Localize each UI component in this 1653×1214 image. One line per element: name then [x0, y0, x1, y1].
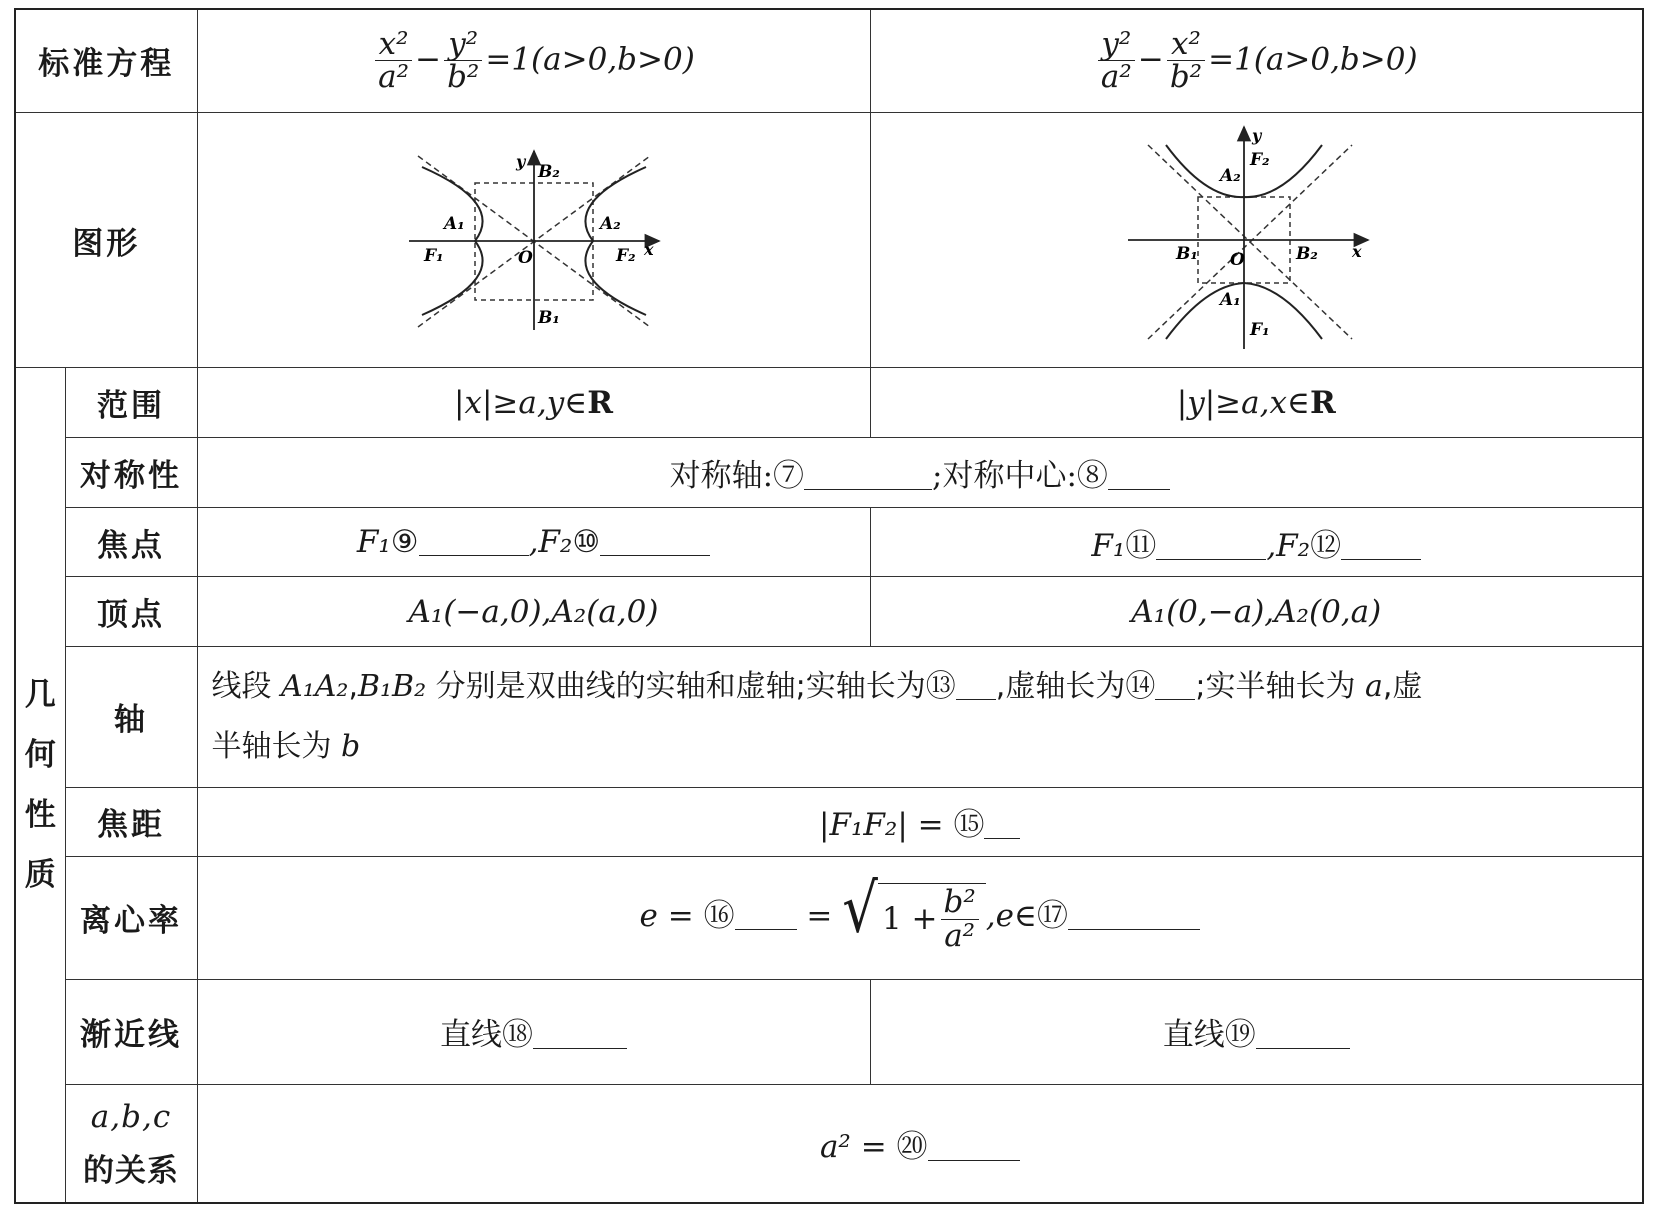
label-A1: A₁	[1220, 290, 1241, 311]
focal-distance-cell	[197, 787, 1643, 857]
label-range: 范围	[65, 368, 197, 438]
label-origin: O	[1230, 250, 1246, 271]
equals-sign: =	[796, 898, 843, 935]
blank-line[interactable]	[533, 1018, 627, 1049]
one-plus: 1 +	[881, 901, 938, 938]
fraction-y2-a2	[1098, 25, 1135, 96]
row-focus	[15, 507, 1643, 577]
label-relation: 的关系	[83, 1152, 179, 1189]
numerator: b²	[941, 886, 979, 920]
blank-line[interactable]	[1155, 669, 1195, 700]
range-expression: |y|≥a,x∈	[1176, 384, 1310, 421]
range-left	[197, 368, 870, 438]
graph-left-cell	[197, 112, 870, 367]
label-A2: A₂	[1220, 166, 1241, 187]
blank-number: ⑪	[1125, 527, 1157, 564]
graph-right-cell	[870, 112, 1643, 367]
properties-table	[14, 8, 1644, 1204]
blank-number: ⑫	[1310, 527, 1342, 564]
numerator: y²	[1098, 28, 1135, 62]
numerator: x²	[375, 28, 412, 62]
numerator: y²	[444, 28, 482, 62]
label-focus: 焦点	[65, 507, 197, 577]
blank-number: ⑰	[1036, 898, 1068, 935]
vertex-right: A₁(0,−a),A₂(0,a)	[870, 577, 1643, 647]
asymptote-right	[870, 979, 1643, 1085]
blank-number: ⑱	[502, 1017, 533, 1054]
asymptote-text: 直线	[1162, 1017, 1225, 1054]
focal-distance-lhs: |F₁F₂| =	[819, 807, 954, 844]
label-char: 性	[24, 797, 56, 834]
ecc-lhs: e =	[639, 898, 704, 935]
text: ;实半轴长为	[1195, 668, 1365, 704]
var-b: b	[341, 728, 361, 764]
hyperbola-properties-table	[14, 8, 1642, 1204]
label-standard-equation: 标准方程	[15, 9, 197, 112]
range-expression: |x|≥a,y∈	[454, 384, 588, 421]
vertex-left: A₁(−a,0),A₂(a,0)	[197, 577, 870, 647]
blank-line[interactable]	[1341, 529, 1421, 560]
label-symmetry: 对称性	[65, 438, 197, 508]
blank-line[interactable]	[928, 1130, 1020, 1161]
blank-number: ⑮	[953, 807, 985, 844]
equation-rhs: =1(a>0,b>0)	[1208, 41, 1418, 78]
fraction-y2-b2	[444, 25, 482, 96]
blank-number: ⑨	[390, 524, 419, 561]
label-vertex: 顶点	[65, 577, 197, 647]
label-char: 质	[24, 857, 56, 894]
label-F1: F₁	[1250, 320, 1270, 341]
text: 线段	[211, 668, 282, 704]
blank-number: ⑯	[703, 898, 735, 935]
blank-line[interactable]	[1108, 459, 1170, 490]
equation-rhs: =1(a>0,b>0)	[485, 41, 695, 78]
asymptote-text: 直线	[440, 1017, 502, 1054]
blank-line[interactable]	[419, 525, 529, 556]
row-asymptote	[15, 979, 1643, 1085]
blank-number: ⑭	[1125, 668, 1156, 704]
label-B1: B₁	[537, 308, 560, 329]
row-eccentricity	[15, 857, 1643, 979]
row-abc-relation	[15, 1085, 1643, 1203]
label-F2: F₂	[1250, 150, 1270, 171]
denominator: b²	[447, 59, 480, 96]
label-focal-distance: 焦距	[65, 787, 197, 857]
blank-line[interactable]	[956, 669, 996, 700]
label-geometric-properties	[15, 368, 65, 1203]
label-abc-relation	[65, 1085, 197, 1203]
row-standard-equation	[15, 9, 1643, 112]
focus-f2: ,F₂	[1266, 527, 1311, 564]
symmetry-cell	[197, 438, 1643, 508]
label-B2: B₂	[537, 162, 560, 183]
row-vertex	[15, 577, 1643, 647]
var-a: a	[1365, 668, 1383, 704]
real-set-symbol: R	[1309, 384, 1336, 421]
blank-number: ⑳	[896, 1129, 928, 1166]
symmetry-axis-text: 对称轴:	[669, 457, 774, 494]
label-F1: F₁	[423, 246, 444, 267]
blank-line[interactable]	[1156, 529, 1266, 560]
label-origin: O	[517, 248, 533, 269]
label-A2: A₂	[599, 214, 621, 235]
focus-f1: F₁	[356, 524, 391, 561]
label-abc: a,b,c	[90, 1098, 172, 1135]
blank-line[interactable]	[804, 459, 932, 490]
vertical-hyperbola-graph	[1126, 125, 1386, 355]
label-x: x	[1352, 242, 1362, 262]
label-axis: 轴	[65, 647, 197, 787]
minus-sign: −	[415, 41, 442, 78]
row-graph	[15, 112, 1643, 367]
label-F2: F₂	[615, 246, 636, 267]
row-axis	[15, 647, 1643, 787]
blank-line[interactable]	[1068, 899, 1200, 930]
abc-relation-cell	[197, 1085, 1643, 1203]
blank-number: ⑬	[925, 668, 956, 704]
focus-right	[870, 507, 1643, 577]
label-B1: B₁	[1176, 244, 1199, 265]
blank-number: ⑲	[1224, 1017, 1256, 1054]
label-x: x	[643, 240, 654, 260]
ecc-range-text: ,e∈	[985, 898, 1037, 935]
blank-line[interactable]	[984, 808, 1020, 839]
radicand	[878, 883, 986, 952]
fraction-x2-b2	[1167, 25, 1205, 96]
label-graph: 图形	[15, 112, 197, 367]
text: ,虚	[1382, 668, 1423, 704]
denominator: b²	[1169, 59, 1203, 96]
square-root	[842, 870, 986, 954]
label-asymptote: 渐近线	[65, 979, 197, 1085]
imaginary-axis-segment: B₁B₂	[357, 668, 427, 704]
real-set-symbol: R	[587, 384, 613, 421]
eccentricity-cell	[197, 857, 1643, 979]
symmetry-center-text: ;对称中心:	[932, 457, 1077, 494]
focus-left	[197, 507, 870, 577]
label-y: y	[515, 152, 525, 172]
label-y: y	[1252, 126, 1262, 146]
radical-icon: √	[842, 870, 878, 949]
axis-description	[197, 647, 1643, 787]
denominator: a²	[944, 917, 976, 954]
text: ,	[348, 668, 358, 704]
label-eccentricity: 离心率	[65, 857, 197, 979]
denominator: a²	[1100, 59, 1132, 96]
row-symmetry	[15, 438, 1643, 508]
blank-line[interactable]	[1256, 1018, 1350, 1049]
label-A1: A₁	[443, 214, 465, 235]
range-right	[870, 368, 1643, 438]
focus-f1: F₁	[1091, 527, 1126, 564]
fraction-b2-a2	[941, 886, 979, 952]
blank-number: ⑦	[773, 457, 805, 494]
text: 半轴长为	[211, 728, 342, 764]
row-focal-distance	[15, 787, 1643, 857]
row-range	[15, 368, 1643, 438]
blank-line[interactable]	[600, 525, 710, 556]
asymptote-left	[197, 979, 870, 1085]
label-char: 何	[24, 737, 56, 774]
blank-line[interactable]	[735, 899, 797, 930]
label-B2: B₂	[1296, 244, 1319, 265]
numerator: x²	[1167, 28, 1205, 62]
real-axis-segment: A₁A₂	[281, 668, 349, 704]
horizontal-hyperbola-graph	[404, 145, 664, 335]
label-char: 几	[24, 677, 56, 714]
abc-lhs: a² =	[819, 1129, 897, 1166]
minus-sign: −	[1137, 41, 1164, 78]
focus-f2: ,F₂	[528, 524, 573, 561]
blank-number: ⑩	[572, 524, 601, 561]
text: ,虚轴长为	[995, 668, 1126, 704]
fraction-x2-a2	[375, 25, 412, 96]
blank-number: ⑧	[1076, 457, 1108, 494]
text: 分别是双曲线的实轴和虚轴;实轴长为	[426, 668, 926, 704]
equation-right	[870, 9, 1643, 112]
denominator: a²	[378, 59, 410, 96]
equation-left	[197, 9, 870, 112]
